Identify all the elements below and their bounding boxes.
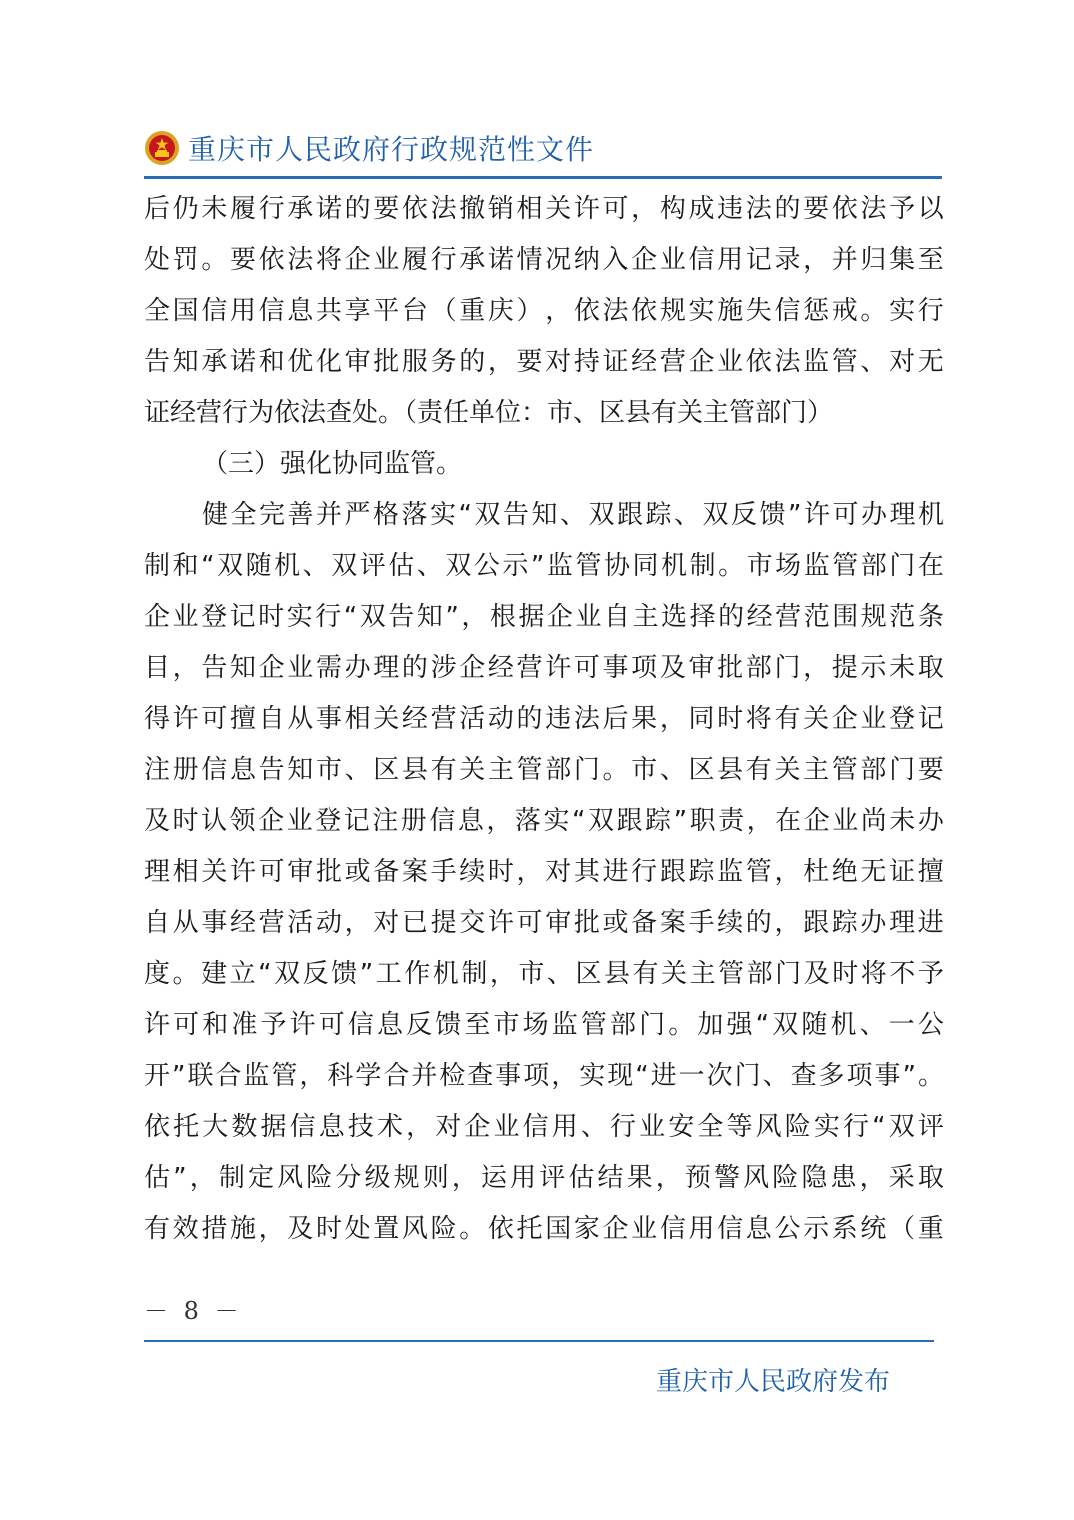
body-line: 许 可 和 准 予 许 可 信 息 反 馈 至 市 场 监 管 部 门 。 加 强 “ 双 随 机 、 一 公 [144, 1010, 944, 1040]
document-header [144, 128, 944, 174]
body-line: 理 相 关 许 可 审 批 或 备 案 手 续 时 ， 对 其 进 行 跟 踪 监 管 ， 杜 绝 无 证 擅 [144, 857, 944, 887]
body-line: 制 和 “ 双 随 机 、 双 评 估 、 双 公 示 ” 监 管 协 同 机 制 。 市 场 监 管 部 门 在 [144, 551, 944, 581]
header-title: 重庆市人民政府行政规范性文件 [188, 133, 595, 166]
document-body [144, 184, 944, 1255]
footer-divider [144, 1340, 934, 1342]
body-line: 证经营行为依法查处。（责任单位：市、区县有关主管部门） [144, 398, 834, 428]
body-line: 度 。 建 立 “ 双 反 馈 ” 工 作 机 制 ， 市 、 区 县 有 关 主 管 部 门 及 时 将 不 予 [144, 959, 944, 989]
body-line: 注 册 信 息 告 知 市 、 区 县 有 关 主 管 部 门 。 市 、 区 县 有 关 主 管 部 门 要 [144, 755, 944, 785]
body-line: 后 仍 未 履 行 承 诺 的 要 依 法 撤 销 相 关 许 可 ， 构 成 违 法 的 要 依 法 予 以 [144, 194, 944, 224]
body-line: 有 效 措 施 ， 及 时 处 置 风 险 。 依 托 国 家 企 业 信 用 信 息 公 示 系 统 （ 重 [144, 1214, 944, 1244]
body-line: 得 许 可 擅 自 从 事 相 关 经 营 活 动 的 违 法 后 果 ， 同 时 将 有 关 企 业 登 记 [144, 704, 944, 734]
footer-publisher: 重庆市人民政府发布 [655, 1367, 890, 1397]
body-line: 目 ， 告 知 企 业 需 办 理 的 涉 企 经 营 许 可 事 项 及 审 批 部 门 ， 提 示 未 取 [144, 653, 944, 683]
body-line: 企 业 登 记 时 实 行 “ 双 告 知 ” ， 根 据 企 业 自 主 选 择 的 经 营 范 围 规 范 条 [144, 602, 944, 632]
body-line: 自 从 事 经 营 活 动 ， 对 已 提 交 许 可 审 批 或 备 案 手 续 的 ， 跟 踪 办 理 进 [144, 908, 944, 938]
body-line: 依 托 大 数 据 信 息 技 术 ， 对 企 业 信 用 、 行 业 安 全 等 风 险 实 行 “ 双 评 [144, 1112, 944, 1142]
body-line: 告 知 承 诺 和 优 化 审 批 服 务 的 ， 要 对 持 证 经 营 企 业 依 法 监 管 、 对 无 [144, 347, 944, 377]
body-line: 健 全 完 善 并 严 格 落 实 “ 双 告 知 、 双 跟 踪 、 双 反 馈 ” 许 可 办 理 机 [202, 500, 944, 530]
body-line: （三）强化协同监管。 [202, 449, 463, 479]
body-line: 估 ” ， 制 定 风 险 分 级 规 则 ， 运 用 评 估 结 果 ， 预 警 风 险 隐 患 ， 采 取 [144, 1163, 944, 1193]
body-line: 开 ” 联 合 监 管 ， 科 学 合 并 检 查 事 项 ， 实 现 “ 进 一 次 门 、 查 多 项 事 ” 。 [144, 1061, 944, 1091]
page-number: － 8 － [144, 1297, 243, 1325]
body-line: 全 国 信 用 信 息 共 享 平 台 （ 重 庆 ） ， 依 法 依 规 实 施 失 信 惩 戒 。 实 行 [144, 296, 944, 326]
body-line: 处 罚 。 要 依 法 将 企 业 履 行 承 诺 情 况 纳 入 企 业 信 用 记 录 ， 并 归 集 至 [144, 245, 944, 275]
body-line: 及 时 认 领 企 业 登 记 注 册 信 息 ， 落 实 “ 双 跟 踪 ” 职 责 ， 在 企 业 尚 未 办 [144, 806, 944, 836]
national-emblem-icon [144, 130, 180, 166]
header-divider [144, 176, 942, 179]
